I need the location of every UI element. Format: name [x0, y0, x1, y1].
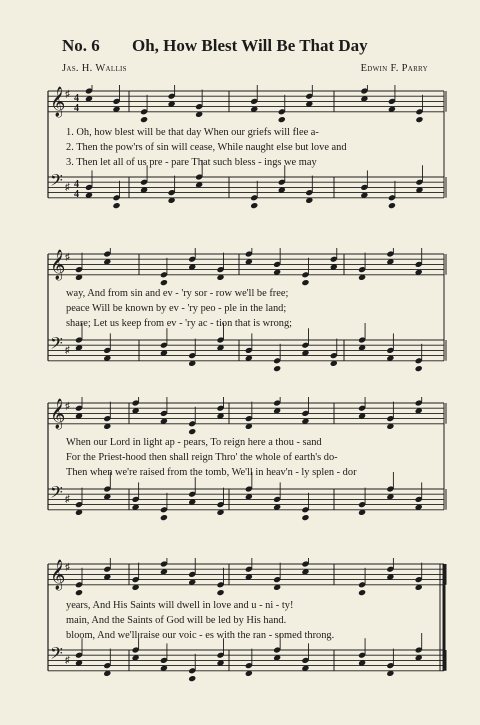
note-head [140, 116, 148, 123]
note-head [301, 279, 309, 286]
lyric-verse-1: 1. Oh, how blest will be that day When our griefs will flee a- [66, 127, 319, 138]
treble-clef-icon: 𝄞 [50, 87, 66, 116]
note-head [388, 202, 396, 209]
lyric-verse-2: 2. Then the pow'rs of sin will cease, While naught else but love and [66, 142, 347, 153]
lyric-verse-1: way, And from sin and ev - 'ry sor - row we'll be free; [66, 288, 289, 299]
lyric-verse-2: For the Priest-hood then shall reign Thro' the whole of earth's do- [66, 452, 338, 463]
treble-clef-icon: 𝄞 [50, 399, 66, 428]
note-head [250, 202, 258, 209]
composer-credit: Edwin F. Parry [360, 63, 428, 74]
time-signature: 4 [74, 189, 79, 200]
sharp-icon: ♯ [65, 345, 70, 356]
sharp-icon: ♯ [65, 182, 70, 193]
note-head [160, 514, 168, 521]
note-head [415, 116, 423, 123]
lyric-verse-2: main, And the Saints of God will be led by His hand. [66, 615, 287, 626]
treble-clef-icon: 𝄞 [50, 560, 66, 589]
lyric-verse-3: Then when we're raised from the tomb, We'll in heav'n - ly splen - dor [66, 467, 357, 478]
treble-clef-icon: 𝄞 [50, 250, 66, 279]
lyric-verse-3: share; Let us keep from ev - 'ry ac - tion that is wrong; [66, 318, 293, 329]
note-head [278, 116, 286, 123]
sharp-icon: ♯ [65, 89, 70, 100]
time-signature: 4 [74, 93, 79, 104]
note-head [301, 514, 309, 521]
sharp-icon: ♯ [65, 401, 70, 412]
note-head [273, 365, 281, 372]
note-head [188, 428, 196, 435]
time-signature: 4 [74, 179, 79, 190]
note-head [358, 589, 366, 596]
sharp-icon: ♯ [65, 562, 70, 573]
note-head [415, 365, 423, 372]
note-head [112, 202, 120, 209]
hymn-title: Oh, How Blest Will Be That Day [132, 36, 368, 55]
time-signature: 4 [74, 103, 79, 114]
lyric-verse-1: years, And His Saints will dwell in love and u - ni - ty! [66, 600, 294, 611]
note-head [216, 589, 224, 596]
lyricist-credit: Jas. H. Wallis [62, 63, 127, 74]
lyric-verse-3: bloom, And we'll raise our voic - es with the ran - somed throng. [66, 630, 335, 641]
lyric-verse-1: When our Lord in light ap - pears, To reign here a thou - sand [66, 437, 322, 448]
lyric-verse-3: 3. Then let all of us pre - pare That such bless - ings we may [66, 157, 317, 168]
sharp-icon: ♯ [65, 655, 70, 666]
bass-clef-icon: 𝄢 [50, 172, 63, 194]
sharp-icon: ♯ [65, 252, 70, 263]
music-system-4 [44, 558, 448, 708]
bass-clef-icon: 𝄢 [50, 335, 63, 357]
hymn-number: No. 6 [62, 36, 100, 55]
bass-clef-icon: 𝄢 [50, 645, 63, 667]
bass-clef-icon: 𝄢 [50, 484, 63, 506]
sharp-icon: ♯ [65, 494, 70, 505]
note-head [160, 279, 168, 286]
hymn-header [0, 0, 480, 90]
note-head [188, 675, 196, 682]
note-head [75, 589, 83, 596]
music-system-3 [44, 397, 448, 547]
lyric-verse-2: peace Will be known by ev - 'ry peo - ple in the land; [66, 303, 287, 314]
music-system-1 [44, 85, 448, 235]
music-system-2 [44, 248, 448, 398]
